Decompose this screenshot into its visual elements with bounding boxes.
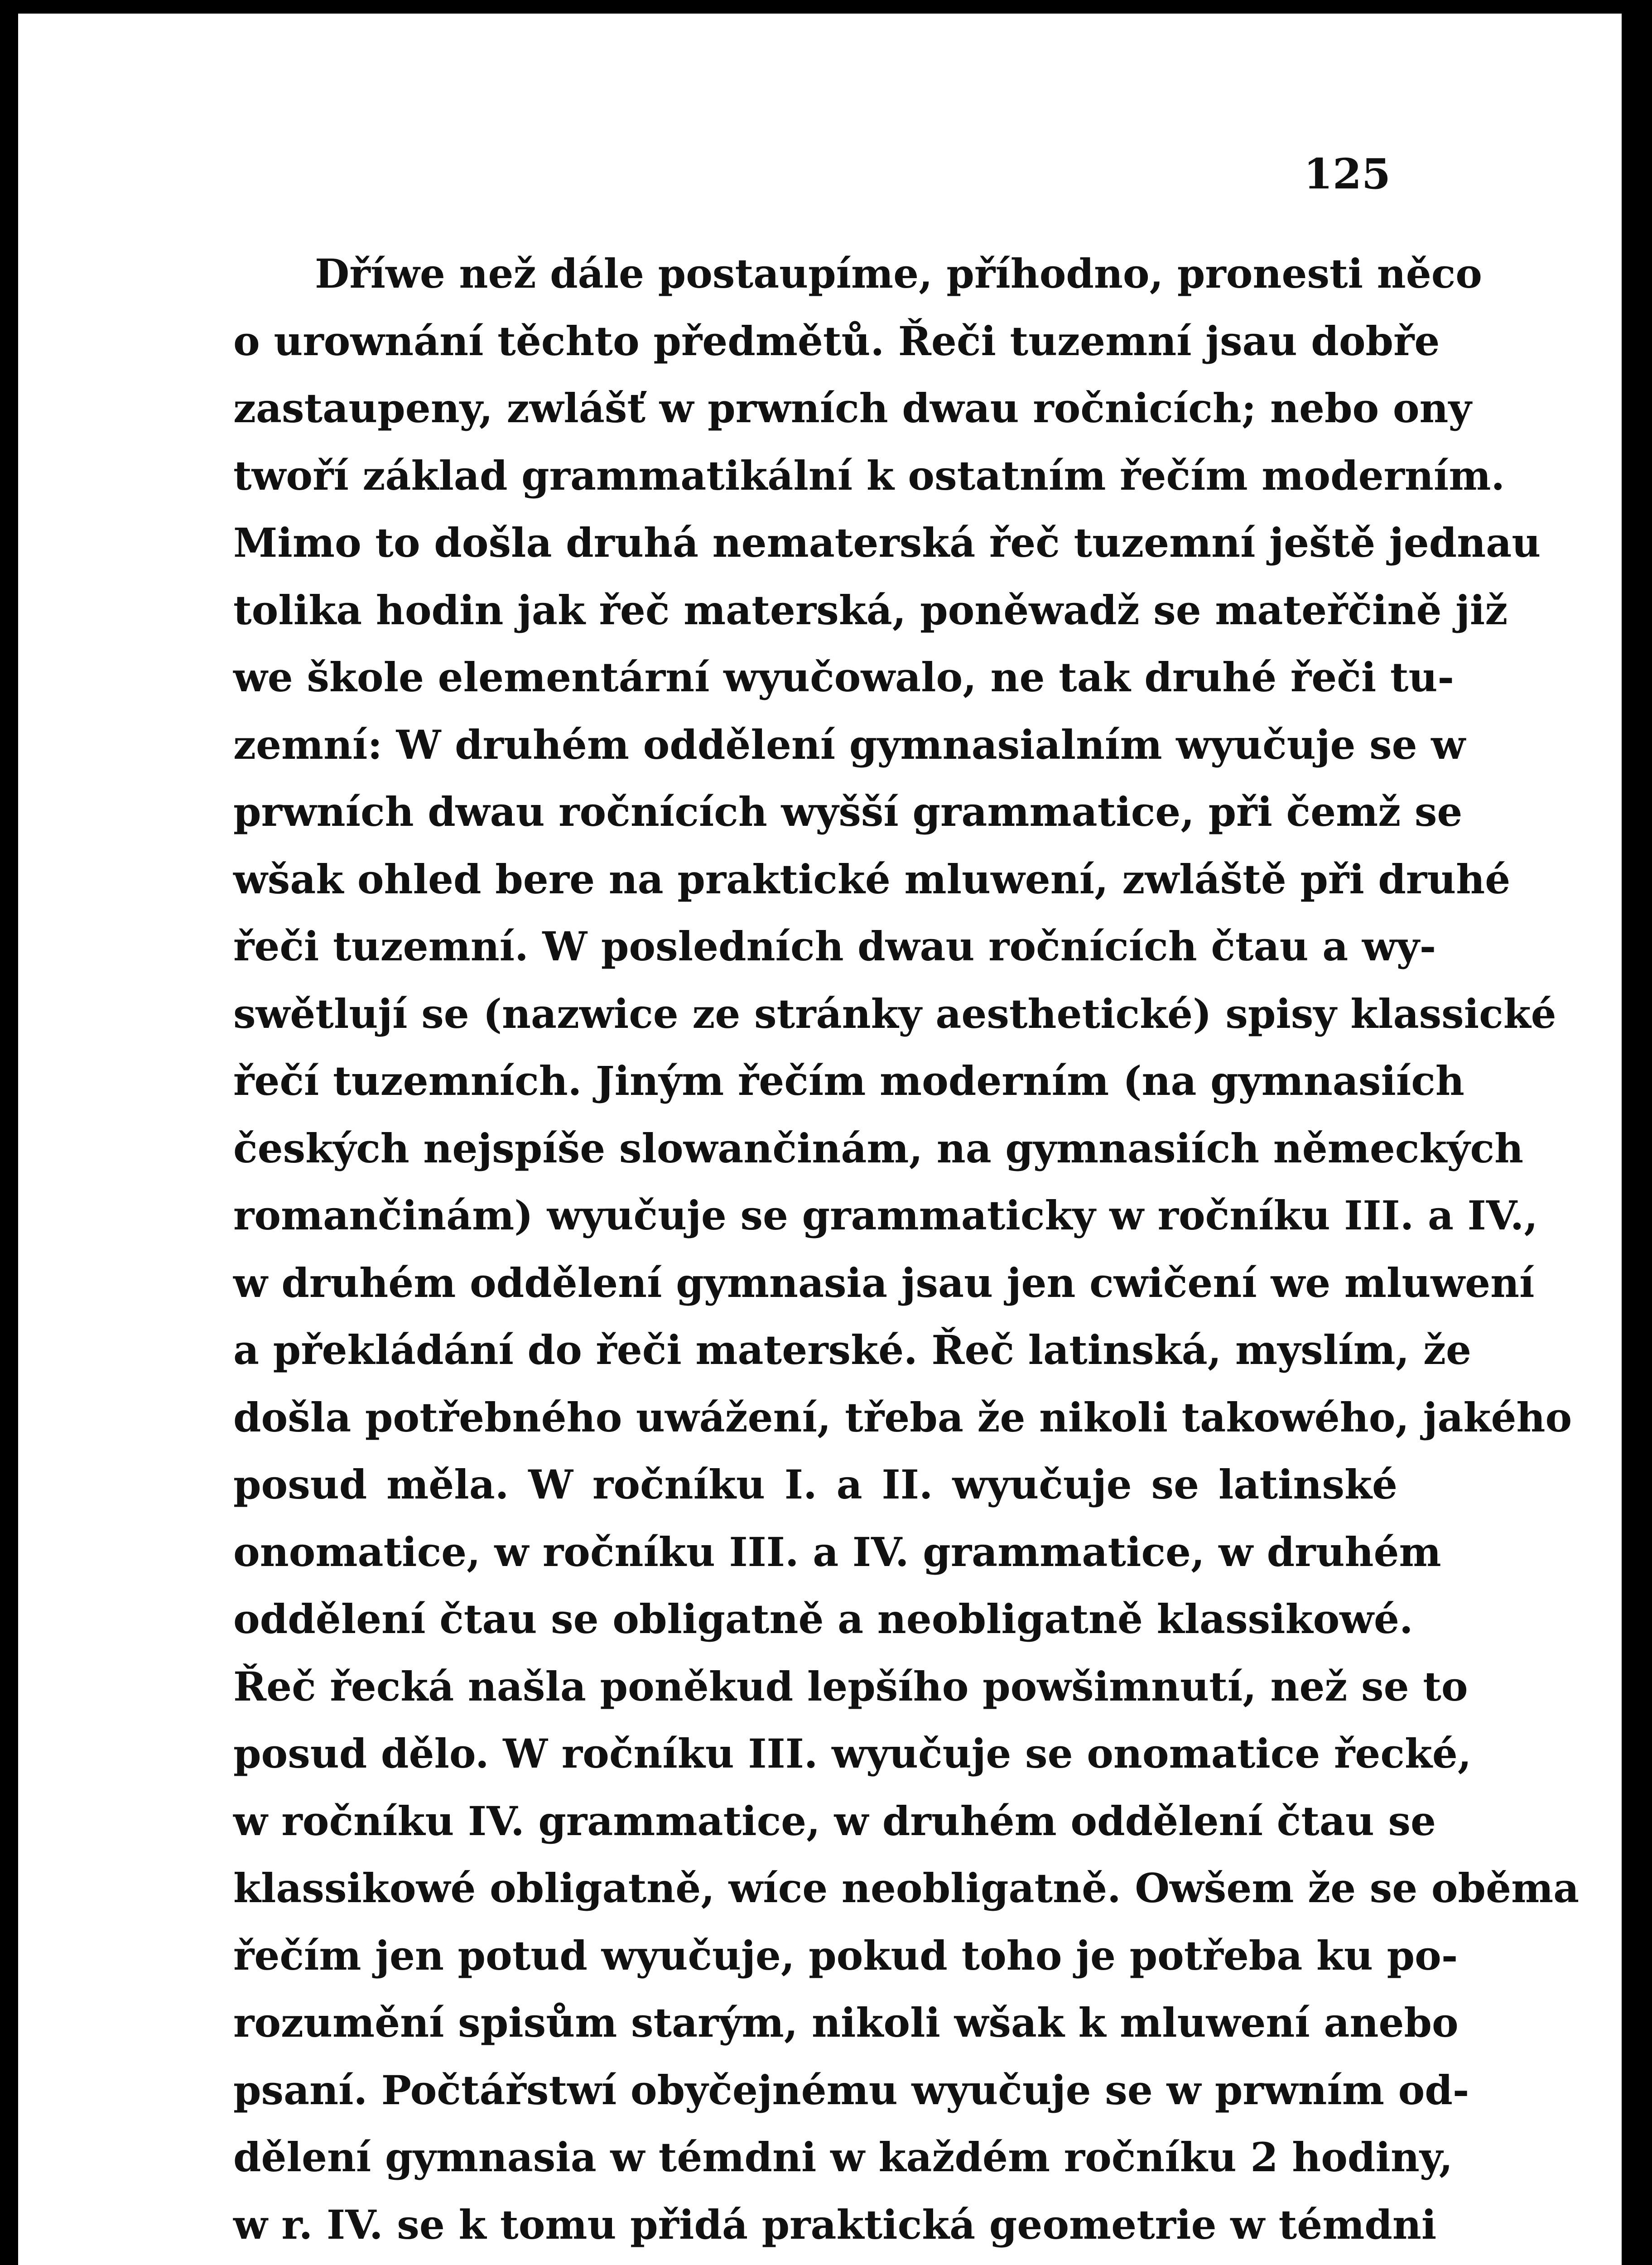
- text-line: došla potřebného uwážení, třeba že nikoli takowého, jakého: [233, 1393, 1572, 1441]
- text-line: prwních dwau ročnících wyšší grammatice, při čemž se: [233, 788, 1463, 835]
- text-line: Řeč řecká našla poněkud lepšího powšimnutí, než se to: [233, 1663, 1468, 1710]
- text-line: posud dělo. W ročníku III. wyučuje se onomatice řecké,: [233, 1730, 1472, 1777]
- text-line: klassikowé obligatně, wíce neobligatně. Owšem že se oběma: [233, 1865, 1580, 1912]
- text-line: posud měla. W ročníku I. a II. wyučuje se latinské: [233, 1461, 1397, 1508]
- text-line: oddělení čtau se obligatně a neobligatně klassikowé.: [233, 1595, 1413, 1643]
- text-line: onomatice, w ročníku III. a IV. grammatice, w druhém: [233, 1528, 1441, 1576]
- text-line: [233, 2258, 1397, 2265]
- text-line: twoří základ grammatikální k ostatním řečím moderním.: [233, 452, 1505, 499]
- text-line: zastaupeny, zwlášť w prwních dwau ročnicích; nebo ony: [233, 385, 1472, 432]
- page-number: 125: [1303, 149, 1391, 198]
- text-line: Dříwe než dále postaupíme, příhodno, pronesti něco: [315, 250, 1482, 297]
- text-line: řečí tuzemních. Jiným řečím moderním (na gymnasiích: [233, 1057, 1464, 1104]
- text-line: w druhém oddělení gymnasia jsau jen cwičení we mluwení: [233, 1259, 1535, 1306]
- text-line: zemní: W druhém oddělení gymnasialním wyučuje se w: [233, 721, 1466, 768]
- text-line: romančinám) wyučuje se grammaticky w ročníku III. a IV.,: [233, 1192, 1538, 1239]
- text-line: w r. IV. se k tomu přidá praktická geometrie w témdni: [233, 2201, 1437, 2248]
- text-line: psaní. Počtářstwí obyčejnému wyučuje se w prwním od-: [233, 2066, 1469, 2114]
- text-line: Mimo to došla druhá nematerská řeč tuzemní ještě jednau: [233, 519, 1541, 566]
- body-text: [233, 240, 1580, 2265]
- text-line: a překládání do řeči materské. Řeč latinská, myslím, že: [233, 1326, 1471, 1373]
- text-line: rozumění spisům starým, nikoli wšak k mluwení anebo: [233, 1999, 1459, 2046]
- text-line: řečím jen potud wyučuje, pokud toho je potřeba ku po-: [233, 1932, 1458, 1979]
- text-line: tolika hodin jak řeč materská, poněwadž se mateřčině již: [233, 586, 1508, 634]
- text-line: řeči tuzemní. W posledních dwau ročnících čtau a wy-: [233, 923, 1436, 970]
- book-page: [18, 14, 1622, 2265]
- text-line: swětlují se (nazwice ze stránky aesthetické) spisy klassické: [233, 990, 1556, 1037]
- text-line: we škole elementární wyučowalo, ne tak druhé řeči tu-: [233, 654, 1455, 701]
- text-line: w ročníku IV. grammatice, w druhém oddělení čtau se: [233, 1797, 1436, 1845]
- text-line: dělení gymnasia w témdni w každém ročníku 2 hodiny,: [233, 2134, 1453, 2181]
- text-line: českých nejspíše slowančinám, na gymnasiích německých: [233, 1124, 1524, 1172]
- text-line: wšak ohled bere na praktické mluwení, zwláště při druhé: [233, 855, 1511, 903]
- text-line: o urownání těchto předmětů. Řeči tuzemní jsau dobře: [233, 317, 1440, 365]
